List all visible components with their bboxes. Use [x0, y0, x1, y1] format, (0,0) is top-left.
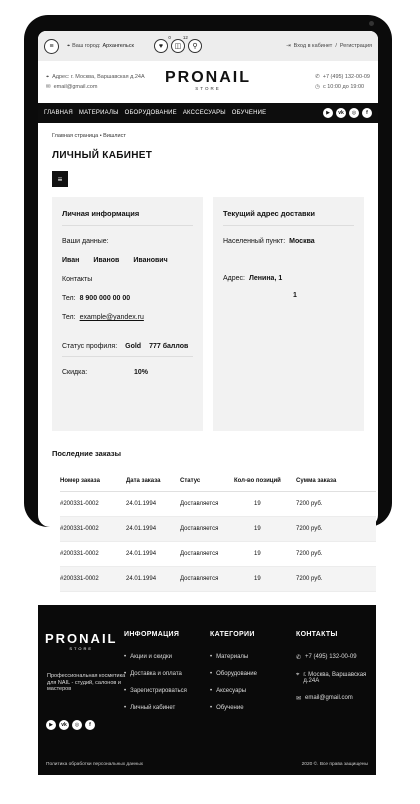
order-number: #200331-0002: [60, 576, 99, 582]
order-number: #200331-0002: [60, 501, 99, 507]
instagram-icon[interactable]: ◎: [72, 720, 82, 730]
delivery-addr-extra: 1: [293, 292, 297, 299]
email-label: Тел:: [62, 314, 76, 321]
footer-info-column: [124, 631, 187, 722]
phone-icon: ✆: [296, 655, 302, 661]
site-header: [38, 61, 378, 103]
order-date: 24.01.1994: [126, 551, 157, 557]
discount-value: 10%: [134, 369, 149, 376]
tablet-frame: [24, 15, 392, 527]
footer-categories-column: [210, 631, 257, 722]
instagram-icon[interactable]: ◎: [349, 108, 359, 118]
order-total: 7200 руб.: [296, 576, 323, 582]
col-total: Сумма заказа: [296, 477, 337, 484]
order-items: 19: [254, 501, 261, 507]
divider: [62, 356, 193, 357]
table-row[interactable]: [60, 517, 376, 542]
menu-icon[interactable]: ≡: [44, 39, 59, 54]
order-number: #200331-0002: [60, 551, 99, 557]
header-phone[interactable]: +7 (495) 132-00-09: [322, 74, 370, 80]
footer-contacts-column: [296, 631, 372, 713]
footer-link[interactable]: • Оборудование: [210, 671, 257, 677]
cart-count: 12: [182, 35, 188, 40]
status-label: Статус профиля:: [62, 343, 118, 350]
nav-item-equipment[interactable]: ОБОРУДОВАНИЕ: [124, 110, 177, 116]
breadcrumb[interactable]: Главная страница • Вишлист: [52, 133, 126, 139]
delivery-addr-label: Адрес:: [223, 275, 245, 282]
table-row[interactable]: [60, 492, 376, 517]
location-pin-icon: ⌖: [67, 42, 71, 49]
mail-icon: ✉: [296, 696, 302, 702]
account-menu-icon[interactable]: ≡: [52, 171, 68, 187]
order-status: Доставляется: [180, 551, 219, 557]
site-footer: [38, 605, 376, 775]
footer-description: Профессиональная косметика для NAIL - студий, салонов и мастеров: [47, 673, 126, 692]
favorites-count: 0: [168, 35, 171, 40]
personal-info-card: [52, 197, 203, 431]
footer-link[interactable]: • Обучение: [210, 705, 257, 711]
table-header: [60, 470, 376, 492]
youtube-icon[interactable]: ▶: [46, 720, 56, 730]
order-date: 24.01.1994: [126, 501, 157, 507]
footer-info-title: ИНФОРМАЦИЯ: [124, 631, 180, 638]
header-email[interactable]: email@gmail.com: [53, 84, 98, 90]
facebook-icon[interactable]: f: [362, 108, 372, 118]
city-value[interactable]: Архангельск: [102, 43, 134, 49]
mail-icon: ✉: [46, 84, 51, 90]
order-status: Доставляется: [180, 526, 219, 532]
discount-label: Скидка:: [62, 369, 88, 376]
city-label: Ваш город:: [72, 43, 101, 49]
delivery-title: Текущий адрес доставки: [223, 209, 354, 226]
order-total: 7200 руб.: [296, 501, 323, 507]
delivery-addr-value: Ленина, 1: [248, 275, 283, 282]
auth-separator: /: [335, 43, 337, 49]
order-total: 7200 руб.: [296, 551, 323, 557]
col-order-number: Номер заказа: [60, 477, 100, 484]
register-link[interactable]: Регистрация: [339, 43, 372, 49]
cart-icon[interactable]: ◫ 12: [171, 39, 185, 53]
order-items: 19: [254, 551, 261, 557]
footer-email[interactable]: email@gmail.com: [305, 695, 353, 701]
location-pin-icon: ⌖: [46, 74, 50, 80]
order-status: Доставляется: [180, 576, 219, 582]
site-logo[interactable]: PRONAIL STORE: [165, 69, 251, 91]
last-name: Иванов: [93, 257, 120, 264]
phone-value: 8 900 000 00 00: [79, 295, 131, 302]
footer-cat-title: КАТЕГОРИИ: [210, 631, 255, 638]
footer-link[interactable]: • Материалы: [210, 654, 257, 660]
page-title: ЛИЧНЫЙ КАБИНЕТ: [52, 150, 153, 161]
col-order-date: Дата заказа: [126, 477, 161, 484]
delivery-address-card: [213, 197, 364, 431]
table-row[interactable]: [60, 567, 376, 592]
points-value: 777 баллов: [149, 343, 189, 350]
phone-icon: ✆: [315, 74, 320, 80]
footer-link[interactable]: • Аксесуары: [210, 688, 257, 694]
delivery-city-value: Москва: [289, 238, 315, 245]
order-number: #200331-0002: [60, 526, 99, 532]
nav-item-home[interactable]: ГЛАВНАЯ: [44, 110, 73, 116]
order-items: 19: [254, 576, 261, 582]
order-date: 24.01.1994: [126, 526, 157, 532]
tablet-screen: [38, 31, 378, 527]
favorites-icon[interactable]: ♥ 0: [154, 39, 168, 53]
recent-orders-title: Последние заказы: [52, 449, 121, 458]
order-status: Доставляется: [180, 501, 219, 507]
copyright: 2020 ©. Все права защищены: [301, 762, 368, 767]
personal-info-title: Личная информация: [62, 209, 193, 226]
footer-link[interactable]: • Личный кабинет: [124, 705, 187, 711]
camera-dot: [369, 21, 374, 26]
phone-label: Тел:: [62, 295, 76, 302]
main-nav: [38, 103, 378, 123]
vk-icon[interactable]: vk: [59, 720, 69, 730]
footer-link[interactable]: • Акции и скидки: [124, 654, 187, 660]
footer-link[interactable]: • Доставка и оплата: [124, 671, 187, 677]
footer-link[interactable]: • Зарегистрироваться: [124, 688, 187, 694]
contacts-label: Контакты: [62, 276, 93, 283]
orders-table: [60, 470, 376, 592]
privacy-link[interactable]: Политика обработки персональных данных: [46, 762, 144, 767]
nav-item-materials[interactable]: МАТЕРИАЛЫ: [78, 110, 119, 116]
top-bar: [38, 31, 378, 61]
col-status: Статус: [180, 477, 201, 484]
nav-item-accessories[interactable]: АКССЕСУАРЫ: [182, 110, 226, 116]
vk-icon[interactable]: vk: [336, 108, 346, 118]
nav-item-education[interactable]: ОБУЧЕНИЕ: [231, 110, 267, 116]
footer-contacts-title: КОНТАКТЫ: [296, 631, 338, 638]
status-value: Gold: [125, 343, 142, 350]
first-name: Иван: [62, 257, 80, 264]
clock-icon: ◷: [315, 84, 320, 90]
search-icon[interactable]: ⚲: [188, 39, 202, 53]
footer-address: г. Москва, Варшавская д.24А: [303, 672, 367, 684]
your-data-label: Ваши данные:: [62, 238, 109, 245]
middle-name: Иванович: [133, 257, 168, 264]
youtube-icon[interactable]: ▶: [323, 108, 333, 118]
login-icon: ⇥: [286, 43, 291, 49]
table-row[interactable]: [60, 542, 376, 567]
login-link[interactable]: Вход в кабинет: [293, 43, 333, 49]
order-date: 24.01.1994: [126, 576, 157, 582]
delivery-city-label: Населенный пункт:: [223, 238, 286, 245]
email-value[interactable]: example@yandex.ru: [79, 314, 144, 321]
header-address: Адрес: г. Москва, Варшавская д.24А: [52, 74, 145, 80]
city-selector[interactable]: [67, 43, 134, 50]
footer-phone[interactable]: +7 (495) 132-00-09: [305, 654, 357, 660]
facebook-icon[interactable]: f: [85, 720, 95, 730]
col-items-count: Кол-во позиций: [234, 477, 281, 484]
order-items: 19: [254, 526, 261, 532]
order-total: 7200 руб.: [296, 526, 323, 532]
location-pin-icon: ⌖: [296, 672, 300, 678]
main-content: [38, 133, 378, 458]
header-hours: с 10:00 до 19:00: [322, 84, 365, 90]
footer-logo[interactable]: PRONAIL STORE: [45, 631, 118, 651]
